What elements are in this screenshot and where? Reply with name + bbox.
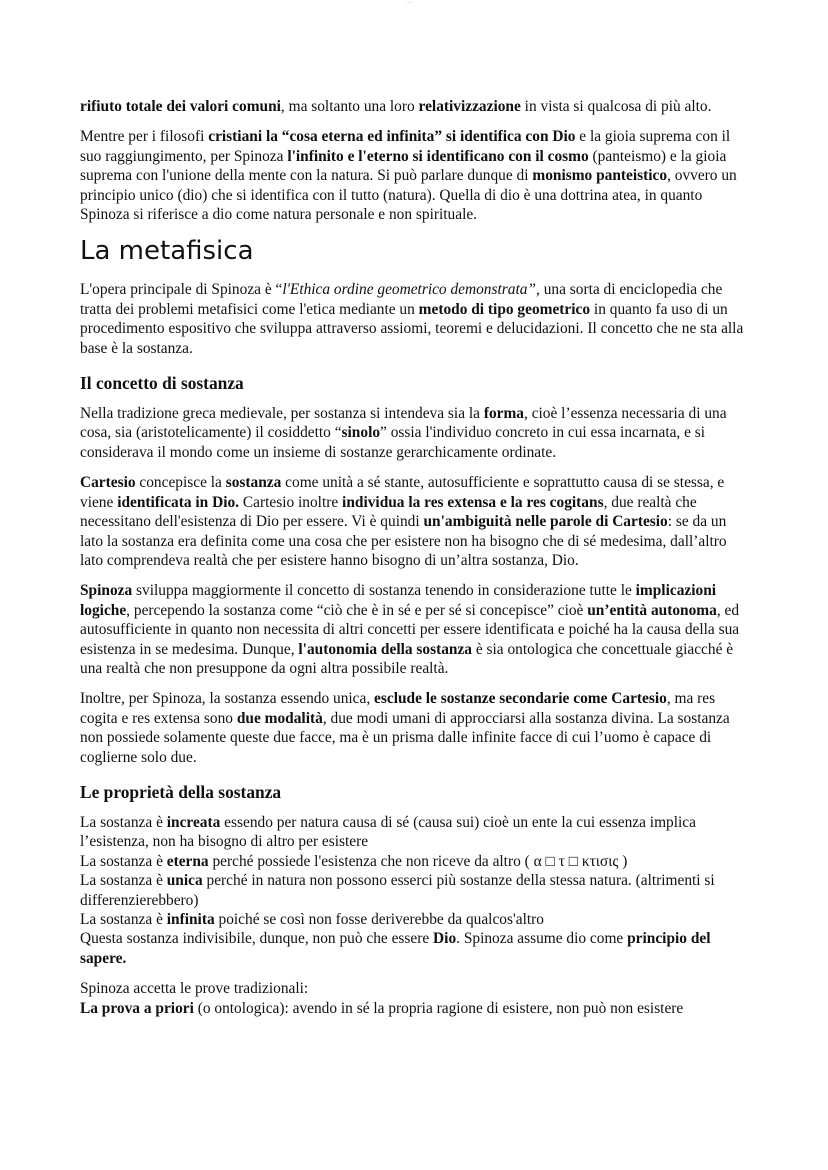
paragraph-spinoza bbox=[80, 581, 752, 678]
bold-text: metodo di tipo geometrico bbox=[418, 300, 591, 318]
text: , due realtà che necessitano dell'esistenza di Dio per essere. Vi è quindi bbox=[80, 493, 697, 531]
bold-text: un’entità autonoma bbox=[587, 601, 717, 619]
italic-text: l'Ethica ordine geometrico demonstrata”, bbox=[282, 281, 540, 299]
text: Questa sostanza indivisibile, dunque, non può che essere bbox=[80, 930, 434, 948]
bold-text: rifiuto totale dei valori comuni bbox=[80, 98, 281, 115]
text: Cartesio inoltre bbox=[239, 493, 343, 511]
text: , percependo la sostanza come “ciò che è in sé e per sé si concepisce” cioè bbox=[126, 601, 588, 619]
bold-text: un'ambiguità nelle parole di Cartesio bbox=[423, 513, 668, 531]
text: e la gioia suprema con il suo raggiungimento, per Spinoza bbox=[80, 128, 731, 165]
text: una sorta di enciclopedia che tratta dei problemi metafisici come l'etica mediante un bbox=[80, 281, 723, 318]
bold-text: principio del sapere. bbox=[80, 930, 711, 967]
bold-text: eterna bbox=[166, 852, 209, 870]
line-increata bbox=[80, 813, 752, 852]
bold-text: forma bbox=[483, 405, 524, 423]
line-infinita bbox=[80, 910, 752, 929]
text: La sostanza è bbox=[80, 872, 167, 890]
text: essendo per natura causa di sé (causa sui) cioè un ente la cui essenza implica l’esistenza, non ha bisogno di altro per esistere bbox=[80, 813, 696, 851]
text: . Spinoza assume dio come bbox=[456, 930, 628, 948]
bold-text: l'infinito e l'eterno si identificano con il cosmo bbox=[287, 147, 589, 165]
text: perché possiede l'esistenza che non riceve da altro ( α □ τ □ κτισις ) bbox=[208, 852, 628, 870]
bold-text: sinolo bbox=[341, 424, 381, 442]
paragraph-inoltre bbox=[80, 689, 752, 767]
paragraph-rifiuto bbox=[80, 97, 752, 116]
line-eterna bbox=[80, 852, 752, 871]
text: La sostanza è bbox=[80, 813, 167, 831]
document-page bbox=[80, 97, 752, 1018]
bold-text: Dio bbox=[433, 930, 457, 948]
paragraph-ethica bbox=[80, 280, 752, 358]
line-dio bbox=[80, 929, 752, 968]
text: come unità a sé stante, autosufficiente e soprattutto causa di se stessa, e viene bbox=[80, 474, 725, 511]
bold-text: esclude le sostanze secondarie come Cartesio bbox=[374, 690, 667, 708]
text: Mentre per i filosofi bbox=[80, 128, 209, 146]
header-mark: —— bbox=[406, 0, 412, 3]
text: (o ontologica): avendo in sé la propria ragione di esistere, non può non esistere bbox=[193, 999, 684, 1017]
text: (panteismo) e la gioia suprema con l'unione della mente con la natura. Si può parlare dunque di bbox=[80, 147, 727, 185]
bold-text: infinita bbox=[166, 911, 215, 928]
heading-proprieta-sostanza: Le proprietà della sostanza bbox=[80, 781, 282, 802]
bold-text: monismo panteistico bbox=[532, 167, 668, 185]
text: L'opera principale di Spinoza è “ bbox=[80, 281, 283, 299]
text: , ma soltanto una loro bbox=[280, 98, 419, 115]
bold-text: increata bbox=[166, 813, 221, 831]
bold-text: implicazioni logiche bbox=[80, 582, 717, 619]
text: , ed autosufficiente in quanto non necessita di altri concetti per essere identificata e poiché ha la causa della sua esistenza in se medesima. Dunque, bbox=[80, 601, 740, 658]
bold-text: sostanza bbox=[225, 474, 282, 492]
text: in quanto fa uso di un procedimento espositivo che sviluppa attraverso assiomi, teoremi e delucidazioni. Il concetto che ne sta alla base è la sostanza. bbox=[80, 300, 744, 357]
line-unica bbox=[80, 871, 752, 910]
heading-metafisica: La metafisica bbox=[80, 236, 254, 267]
text: poiché se così non fosse deriverebbe da qualcos'altro bbox=[214, 911, 544, 928]
bold-text: l'autonomia della sostanza bbox=[298, 640, 472, 658]
bold-text: individua la res extensa e la res cogitans bbox=[342, 493, 604, 511]
bold-text: identificata in Dio. bbox=[117, 493, 240, 511]
paragraph-cristiani bbox=[80, 127, 752, 224]
bold-text: relativizzazione bbox=[418, 98, 521, 115]
text: , ovvero un principio unico (dio) che si identifica con il tutto (natura). Quella di dio è una dottrina atea, in quanto Spinoza si riferisce a dio come natura personale e non spirituale. bbox=[80, 167, 737, 224]
paragraph-tradizione bbox=[80, 404, 752, 462]
paragraph-prova-a-priori bbox=[80, 999, 752, 1018]
text: concepisce la bbox=[135, 474, 226, 492]
bold-text: Spinoza bbox=[80, 582, 133, 600]
bold-text: Cartesio bbox=[80, 474, 136, 492]
text: Nella tradizione greca medievale, per sostanza si intendeva sia la bbox=[80, 405, 484, 423]
text: sviluppa maggiormente il concetto di sostanza tenendo in considerazione tutte le bbox=[132, 582, 636, 600]
text: , cioè l’essenza necessaria di una cosa, sia (aristotelicamente) il cosiddetto “ bbox=[80, 405, 727, 442]
bold-text: La prova a priori bbox=[80, 999, 194, 1017]
text: Inoltre, per Spinoza, la sostanza essendo unica, bbox=[80, 690, 375, 708]
text: è sia ontologica che concettuale giacché è una realtà che non presuppone da ogni altra possibile realtà. bbox=[80, 640, 734, 677]
text: : se da un lato la sostanza era definita come una cosa che per esistere non ha bisogno che di sé medesima, dall’altro lato comprendeva realtà che per esistere hanno bisogno di un’altra sostanza, Dio. bbox=[80, 513, 727, 569]
text: perché in natura non possono esserci più sostanze della stessa natura. (altrimenti si differenzierebbero) bbox=[80, 872, 715, 909]
bold-text: unica bbox=[166, 872, 203, 890]
text: , ma res cogita e res extensa sono bbox=[80, 690, 716, 727]
text: in vista si qualcosa di più alto. bbox=[520, 98, 712, 115]
text: La sostanza è bbox=[80, 911, 167, 928]
heading-concetto-sostanza: Il concetto di sostanza bbox=[80, 373, 244, 394]
bold-text: cristiani la “cosa eterna ed infinita” si identifica con Dio bbox=[208, 128, 576, 146]
bold-text: due modalità bbox=[236, 709, 323, 727]
paragraph-cartesio bbox=[80, 473, 752, 570]
paragraph-prove: Spinoza accetta le prove tradizionali: bbox=[80, 980, 309, 998]
text: ” ossia l'individuo concreto in cui essa incarnata, e si considerava il mondo come un insieme di sostanze gerarchicamente ordinate. bbox=[80, 424, 706, 461]
text: La sostanza è bbox=[80, 852, 167, 870]
text: , due modi umani di approcciarsi alla sostanza divina. La sostanza non possiede solamente queste due facce, ma è un prisma dalle infinite facce di cui l’uomo è capace di coglierne solo due. bbox=[80, 709, 730, 766]
